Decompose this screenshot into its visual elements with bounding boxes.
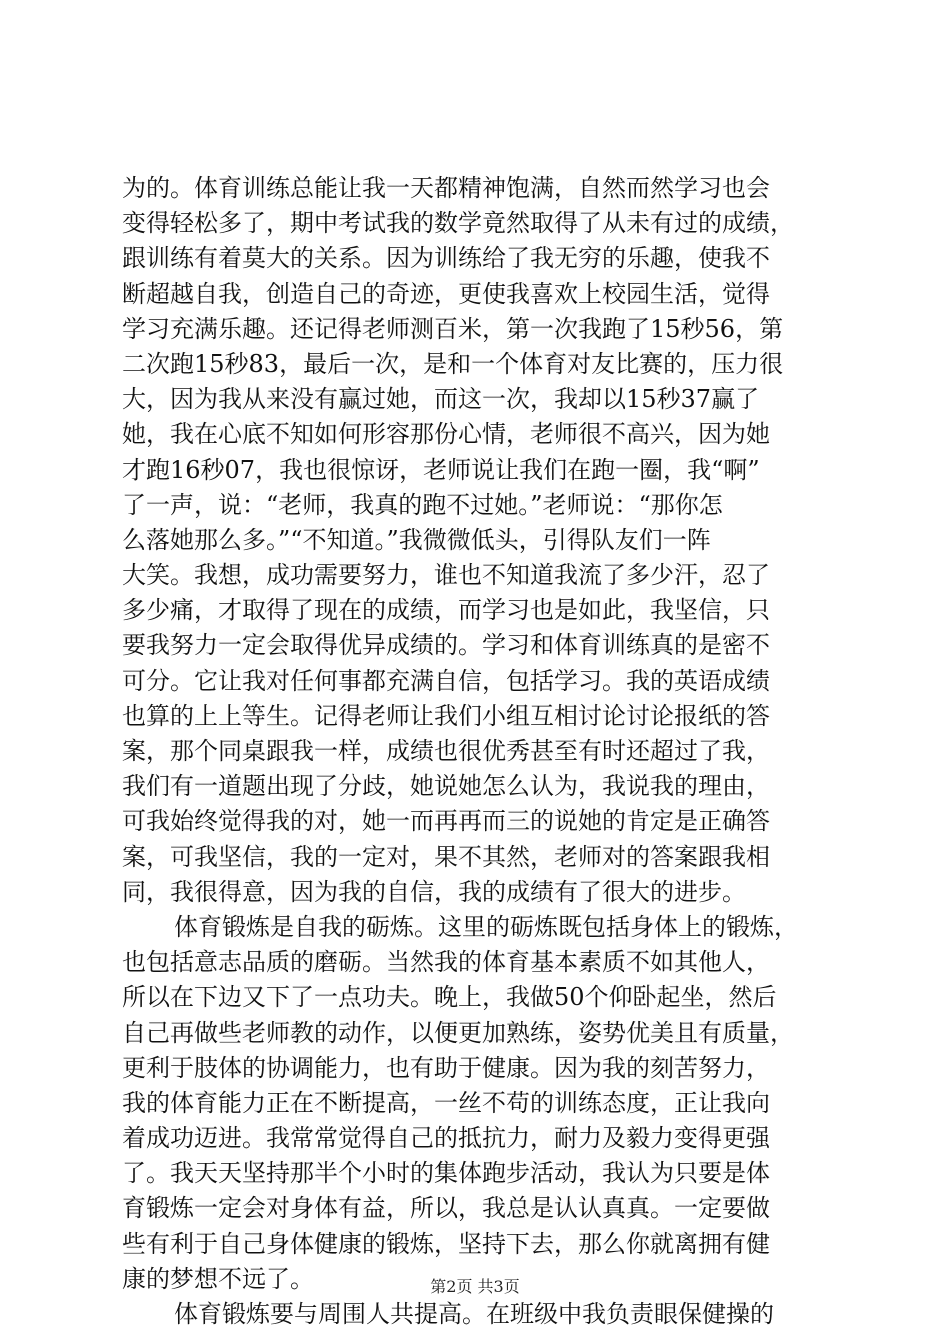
text-line: 大笑。我想，成功需要努力，谁也不知道我流了多少汗，忍了 <box>122 561 770 590</box>
text-line: 她，我在心底不知如何形容那份心情，老师很不高兴，因为她 <box>122 420 770 449</box>
text-line: 才跑16秒07，我也很惊讶，老师说让我们在跑一圈，我“啊” <box>122 455 760 484</box>
text-line: 了一声，说：“老师，我真的跑不过她。”老师说：“那你怎 <box>122 490 723 519</box>
text-line: 自己再做些老师教的动作，以便更加熟练，姿势优美且有质量， <box>122 1018 794 1047</box>
text-line: 我们有一道题出现了分歧，她说她怎么认为，我说我的理由， <box>122 772 770 801</box>
text-line: 了。我天天坚持那半个小时的集体跑步活动，我认为只要是体 <box>122 1159 770 1188</box>
page-footer: 第2页 共3页 <box>430 1277 520 1296</box>
text-line: 么落她那么多。”“不知道。”我微微低头，引得队友们一阵 <box>122 525 711 554</box>
text-line: 康的梦想不远了。 <box>122 1264 314 1293</box>
text-line: 案，那个同桌跟我一样，成绩也很优秀甚至有时还超过了我， <box>122 737 770 765</box>
text-line: 同，我很得意，因为我的自信，我的成绩有了很大的进步。 <box>122 877 746 906</box>
text-line: 跟训练有着莫大的关系。因为训练给了我无穷的乐趣，使我不 <box>122 244 770 273</box>
text-line: 也包括意志品质的磨砺。当然我的体育基本素质不如其他人， <box>122 948 770 977</box>
text-line: 些有利于自己身体健康的锻炼，坚持下去，那么你就离拥有健 <box>122 1229 770 1258</box>
text-line: 二次跑15秒83，最后一次，是和一个体育对友比赛的，压力很 <box>122 349 784 378</box>
text-line: 可我始终觉得我的对，她一而再再而三的说她的肯定是正确答 <box>122 807 770 836</box>
text-line: 可分。它让我对任何事都充满自信，包括学习。我的英语成绩 <box>122 666 770 695</box>
text-line: 为的。体育训练总能让我一天都精神饱满，自然而然学习也会 <box>122 174 770 202</box>
text-line: 也算的上上等生。记得老师让我们小组互相讨论讨论报纸的答 <box>122 701 770 730</box>
text-line: 体育锻炼是自我的砺炼。这里的砺炼既包括身体上的锻炼， <box>174 912 798 941</box>
text-line: 断超越自我，创造自己的奇迹，更使我喜欢上校园生活，觉得 <box>122 279 770 308</box>
text-line: 变得轻松多了，期中考试我的数学竟然取得了从未有过的成绩， <box>122 209 794 238</box>
text-line: 更利于肢体的协调能力，也有助于健康。因为我的刻苦努力， <box>122 1053 770 1082</box>
text-line: 大，因为我从来没有赢过她，而这一次，我却以15秒37赢了 <box>122 385 760 414</box>
text-line: 我的体育能力正在不断提高，一丝不苟的训练态度，正让我向 <box>122 1088 770 1117</box>
text-line: 要我努力一定会取得优异成绩的。学习和体育训练真的是密不 <box>122 631 770 660</box>
body-text <box>122 171 842 1332</box>
text-line: 育锻炼一定会对身体有益，所以，我总是认认真真。一定要做 <box>122 1194 770 1223</box>
text-line: 所以在下边又下了一点功夫。晚上，我做50个仰卧起坐，然后 <box>122 983 777 1012</box>
text-line: 学习充满乐趣。还记得老师测百米，第一次我跑了15秒56，第 <box>122 314 784 343</box>
text-line: 多少痛，才取得了现在的成绩，而学习也是如此，我坚信，只 <box>122 596 770 625</box>
text-line: 案，可我坚信，我的一定对，果不其然，老师对的答案跟我相 <box>122 842 770 871</box>
text-line: 着成功迈进。我常常觉得自己的抵抗力，耐力及毅力变得更强 <box>122 1124 770 1153</box>
text-line: 体育锻炼要与周围人共提高。在班级中我负责眼保健操的 <box>174 1300 774 1328</box>
